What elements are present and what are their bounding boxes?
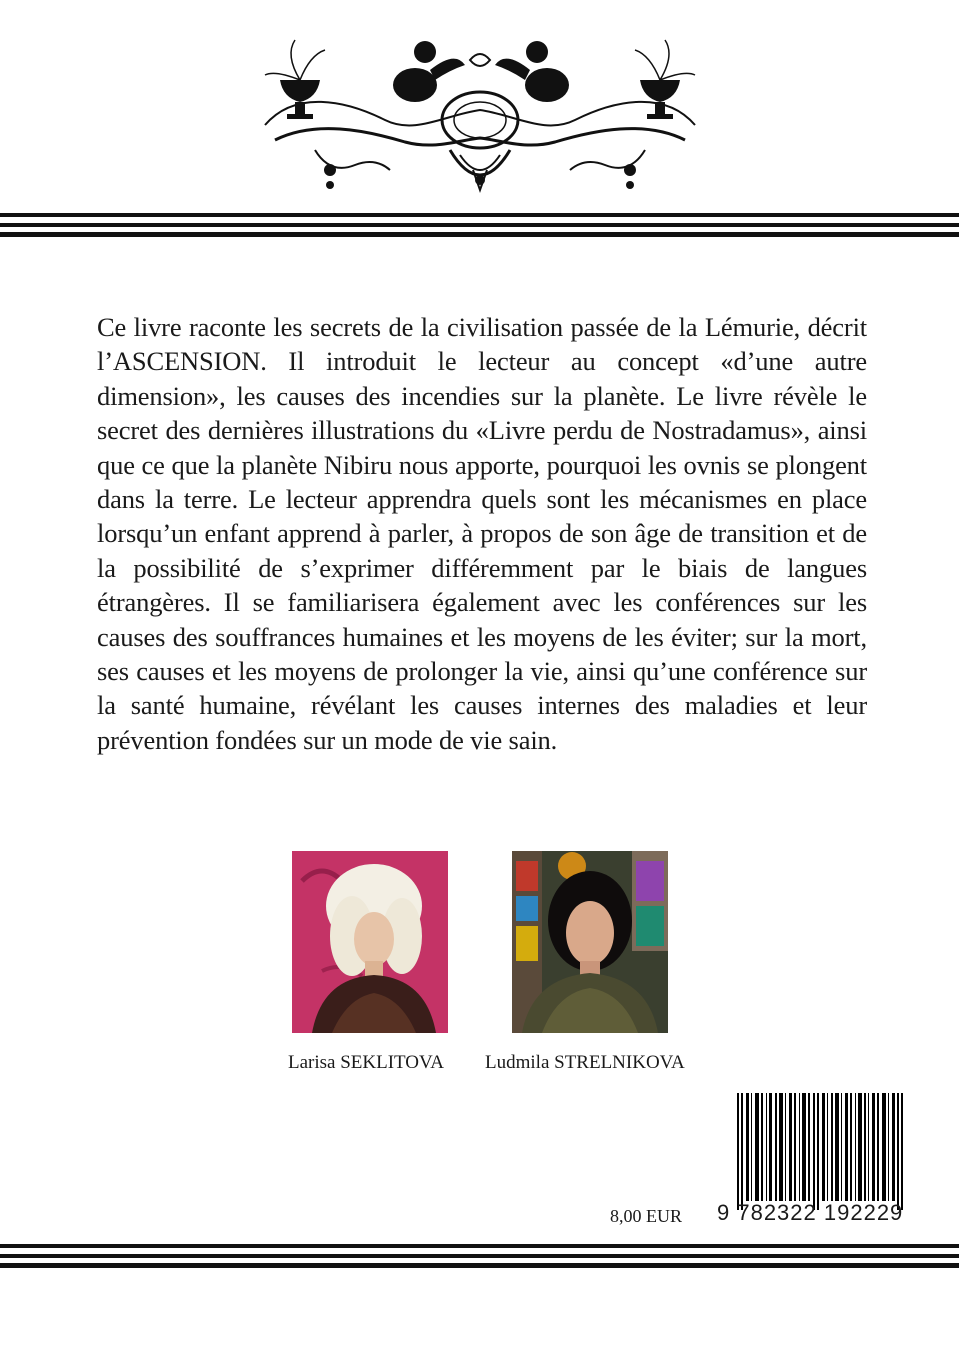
author-photo-larisa: [292, 851, 448, 1033]
author-photo-ludmila: [512, 851, 668, 1033]
author-name: Larisa SEKLITOVA: [288, 1052, 445, 1073]
price-label: 8,00 EUR: [610, 1206, 682, 1226]
book-description: Ce livre raconte les secrets de la civilisation passée de la Lémurie, décrit l’ASCENSION. Il introduit le lecteur au concept «d’une autre dimension», les causes des incendies sur la planète. Le livre révèle le secret des dernières illustrations du «Livre perdu de Nostradamus», ainsi que ce que la planète Nibiru nous apporte, pourquoi les ovnis se plongent dans la terre. Le lecteur apprendra quels sont les mécanismes en place lorsqu’un enfant apprend à parler, à propos de son âge de transition et de la possibilité de s’exprimer différemment par le biais de langues étrangères. Il se familiarisera également avec les conférences sur les causes des souffrances humaines et les moyens de les éviter; sur la mort, ses causes et les moyens de prolonger la vie, ainsi qu’une conférence sur la santé humaine, révélant les causes internes des maladies et leur prévention fondées sur un mode de vie sain.: [97, 312, 867, 755]
barcode-icon: [737, 1093, 903, 1210]
baroque-cherub-vignette-icon: [255, 30, 705, 195]
author-name: Ludmila STRELNIKOVA: [485, 1052, 685, 1073]
isbn-number: 9 782322 192229: [717, 1200, 904, 1225]
bottom-divider: [0, 1244, 959, 1270]
top-divider: [0, 213, 959, 239]
